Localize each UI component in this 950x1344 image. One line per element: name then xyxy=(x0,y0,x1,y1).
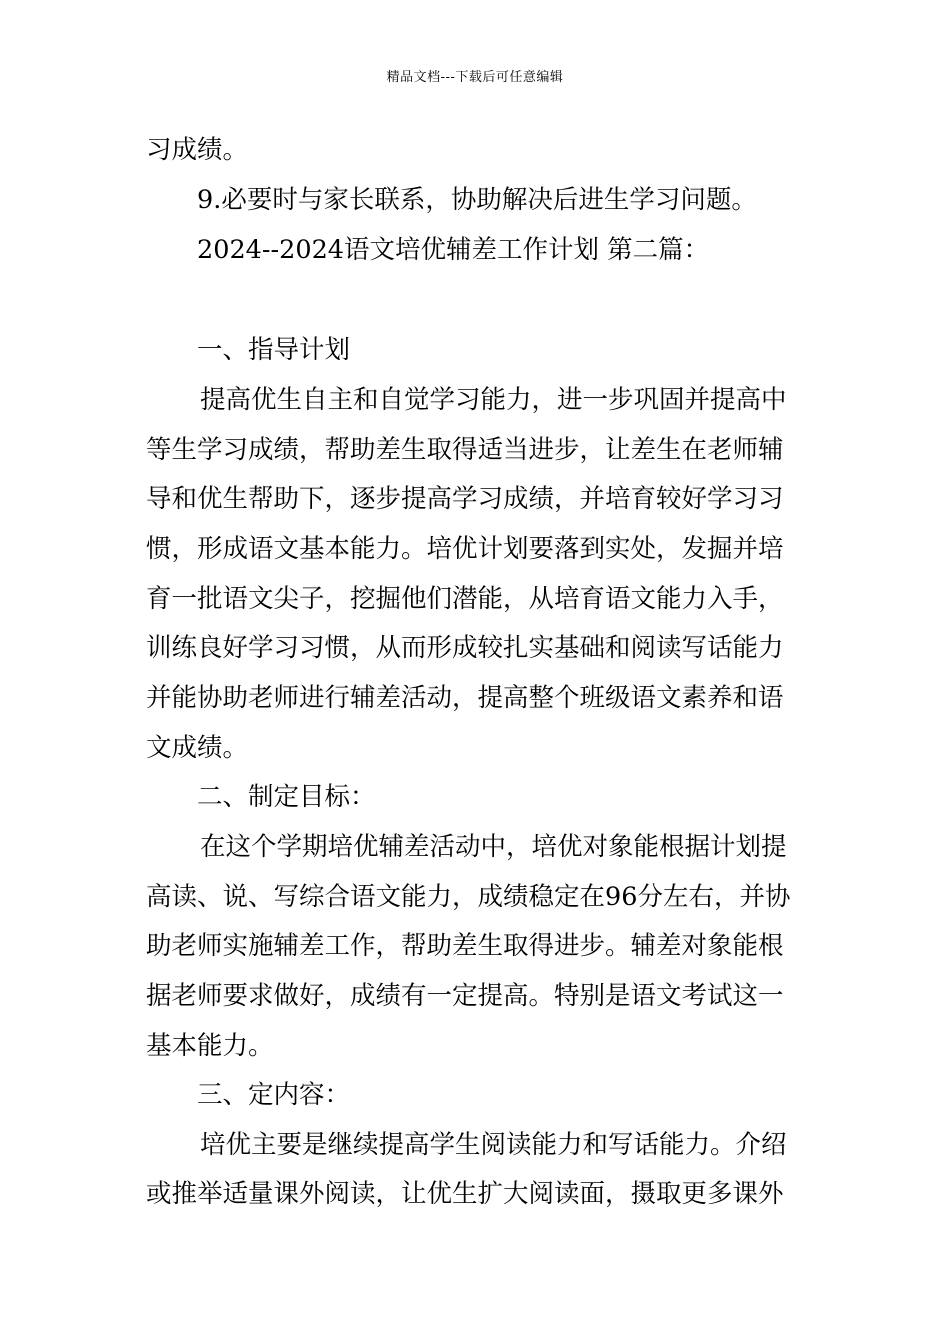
text-line: 育一批语文尖子，挖掘他们潜能，从培育语文能力入手， xyxy=(146,584,784,614)
text-line: 习成绩。 xyxy=(146,135,249,165)
text-line: 助老师实施辅差工作，帮助差生取得进步。辅差对象能根 xyxy=(146,931,784,961)
text-line: 文成绩。 xyxy=(146,733,249,763)
text-line: 高读、说、写综合语文能力，成绩稳定在96分左右，并协 xyxy=(146,882,791,912)
text-line: 提高优生自主和自觉学习能力，进一步巩固并提高中 xyxy=(200,385,787,415)
text-line: 培优主要是继续提高学生阅读能力和写话能力。介绍 xyxy=(200,1130,787,1160)
section-heading: 一、指导计划 xyxy=(197,335,351,365)
text-line: 或推举适量课外阅读，让优生扩大阅读面，摄取更多课外 xyxy=(146,1179,784,1209)
page-header: 精品文档---下载后可任意编辑 xyxy=(386,70,564,85)
text-line: 基本能力。 xyxy=(146,1031,274,1061)
text-line: 等生学习成绩，帮助差生取得适当进步，让差生在老师辅 xyxy=(146,435,784,465)
text-line: 惯，形成语文基本能力。培优计划要落到实处，发掘并培 xyxy=(146,534,784,564)
text-line: 训练良好学习习惯，从而形成较扎实基础和阅读写话能力 xyxy=(146,633,784,663)
text-line: 导和优生帮助下，逐步提高学习成绩，并培育较好学习习 xyxy=(146,484,784,514)
text-line: 据老师要求做好，成绩有一定提高。特别是语文考试这一 xyxy=(146,981,784,1011)
section-heading: 二、制定目标： xyxy=(197,782,376,812)
text-line: 2024--2024语文培优辅差工作计划 第二篇： xyxy=(197,235,710,265)
section-heading: 三、定内容： xyxy=(197,1080,351,1110)
text-line: 并能协助老师进行辅差活动，提高整个班级语文素养和语 xyxy=(146,683,784,713)
text-line: 9.必要时与家长联系，协助解决后进生学习问题。 xyxy=(197,185,757,215)
text-line: 在这个学期培优辅差活动中，培优对象能根据计划提 xyxy=(200,832,787,862)
